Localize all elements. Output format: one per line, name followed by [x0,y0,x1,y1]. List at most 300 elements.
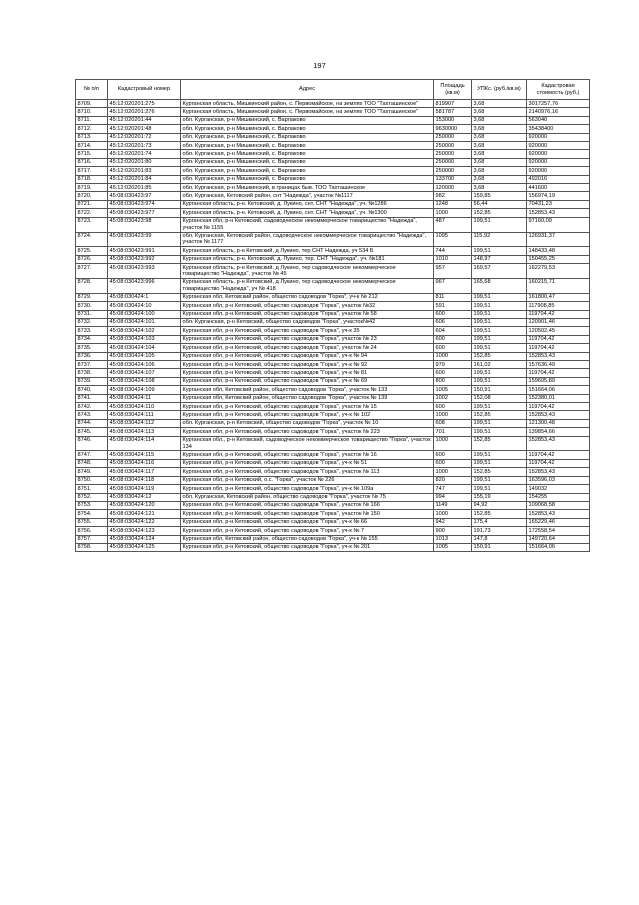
cadastral-cost-cell: 121300,48 [527,419,590,427]
area-cell: 9630000 [434,125,472,133]
address-cell: Курганская обл, р-н Кетовский, общество садоводов "Горка", уч-к № 102 [181,411,434,419]
row-number-cell: 8710. [76,108,108,116]
area-cell: 1000 [434,411,472,419]
upks-cell: 152,08 [472,394,527,402]
cadastral-cost-cell: 149032 [527,485,590,493]
upks-cell: 175,4 [472,518,527,526]
cadastral-cost-cell: 119704,42 [527,369,590,377]
address-cell: обл. Курганская, р-н Мишкинский, с. Варлаково [181,125,434,133]
upks-cell: 199,51 [472,403,527,411]
row-number-cell: 8739. [76,377,108,385]
cadastral-number-cell: 45:08:030424:11 [108,394,181,402]
table-row [76,352,590,360]
table-row [76,369,590,377]
upks-cell: 199,51 [472,310,527,318]
address-cell: Курганская обл, р-н Кетовский, общество садоводов "Горка", уч-к № 201 [181,543,434,551]
row-number-cell: 8732. [76,318,108,326]
row-number-cell: 8753. [76,501,108,509]
upks-cell: 199,51 [472,302,527,310]
area-cell: 1149 [434,501,472,509]
cadastral-number-cell: 45:12:020201:85 [108,184,181,192]
cadastral-number-cell: 45:08:030424:1 [108,293,181,301]
cadastral-number-cell: 45:08:030424:110 [108,403,181,411]
table-row [76,543,590,551]
row-number-cell: 8709. [76,100,108,108]
row-number-cell: 8756. [76,527,108,535]
cadastral-number-cell: 45:08:030424:124 [108,535,181,543]
area-cell: 606 [434,318,472,326]
cadastral-number-cell: 45:08:030423:993 [108,264,181,279]
area-cell: 120000 [434,184,472,192]
upks-cell: 199,51 [472,428,527,436]
cadastral-cost-cell: 120901,46 [527,318,590,326]
upks-cell: 3,68 [472,108,527,116]
cadastral-number-cell: 45:12:020201:276 [108,108,181,116]
area-cell: 1000 [434,510,472,518]
upks-cell: 199,51 [472,293,527,301]
cadastral-number-cell: 45:08:030423:996 [108,278,181,293]
table-row [76,184,590,192]
table-row [76,386,590,394]
cadastral-cost-cell: 97160,09 [527,217,590,232]
upks-cell: 3,68 [472,175,527,183]
upks-cell: 3,68 [472,133,527,141]
cadastral-cost-cell: 119704,42 [527,403,590,411]
cadastral-number-cell: 45:12:020201:275 [108,100,181,108]
area-cell: 133700 [434,175,472,183]
table-row [76,116,590,124]
upks-cell: 199,51 [472,419,527,427]
address-cell: Курганская обл, р-н Кетовский, общество садоводов "Горка", участок № 24 [181,344,434,352]
address-cell: обл. Курганская, р-н Мишкинский, с. Варлаково [181,142,434,150]
table-row [76,510,590,518]
cadastral-number-cell: 45:08:030424:122 [108,518,181,526]
table-row [76,377,590,385]
cadastral-cost-cell: 119704,42 [527,335,590,343]
area-cell: 608 [434,419,472,427]
area-cell: 967 [434,278,472,293]
area-cell: 250000 [434,158,472,166]
table-row [76,167,590,175]
upks-cell: 152,85 [472,209,527,217]
address-cell: Курганская обл, р-н Кетовский, общество садоводов "Горка", уч-к № 7 [181,527,434,535]
address-cell: Курганская область, р-н. Кетовский, д. Лукино, снт. СНТ "Надежда", уч. №1286 [181,200,434,208]
area-cell: 250000 [434,167,472,175]
cadastral-cost-cell: 3017257,76 [527,100,590,108]
area-cell: 1010 [434,255,472,263]
row-number-cell: 8726. [76,255,108,263]
row-number-cell: 8718. [76,175,108,183]
upks-cell: 199,51 [472,318,527,326]
table-row [76,428,590,436]
table-row [76,361,590,369]
page-number: 197 [313,61,326,70]
upks-cell: 3,68 [472,184,527,192]
upks-cell: 199,51 [472,217,527,232]
cadastral-number-cell: 45:08:030424:105 [108,352,181,360]
upks-cell: 148,97 [472,255,527,263]
cadastral-cost-cell: 119704,42 [527,344,590,352]
header-cadastral-cost: Кадастровая стоимость (руб.) [527,80,590,100]
upks-cell: 199,51 [472,335,527,343]
cadastral-number-cell: 45:08:030424:113 [108,428,181,436]
row-number-cell: 8749. [76,468,108,476]
area-cell: 250000 [434,150,472,158]
cadastral-cost-cell: 2140976,16 [527,108,590,116]
cadastral-number-cell: 45:08:030424:106 [108,361,181,369]
address-cell: Курганская обл, р-н Кетовский, общество садоводов "Горка", уч-к № 66 [181,518,434,526]
table-row [76,293,590,301]
table-row [76,125,590,133]
table-row [76,318,590,326]
cadastral-number-cell: 45:12:020201:74 [108,150,181,158]
address-cell: обл. Курганская, Кетовский район, садоводческое некоммерческое товарищество "Надежда", участок № 1177 [181,232,434,247]
cadastral-cost-cell: 70431,23 [527,200,590,208]
cadastral-number-cell: 45:12:020201:83 [108,167,181,175]
row-number-cell: 8716. [76,158,108,166]
area-cell: 591 [434,302,472,310]
row-number-cell: 8741. [76,394,108,402]
row-number-cell: 8755. [76,518,108,526]
table-row [76,100,590,108]
address-cell: Курганская область, р-н. Кетовский, д. Лукино, снт. СНТ "Надежда", уч. №1300 [181,209,434,217]
table-row [76,327,590,335]
row-number-cell: 8727. [76,264,108,279]
table-row [76,302,590,310]
cadastral-cost-cell: 152853,43 [527,411,590,419]
cadastral-number-cell: 45:08:030424:104 [108,344,181,352]
address-cell: Курганская обл, Кетовский район, общество садоводов "Горка", участок № 133 [181,386,434,394]
area-cell: 600 [434,459,472,467]
cadastral-cost-cell: 149720,64 [527,535,590,543]
table-row [76,468,590,476]
upks-cell: 152,85 [472,468,527,476]
table-row [76,436,590,451]
address-cell: Курганская обл, р-н Кетовский, общество садоводов "Горка", уч-к № 81 [181,369,434,377]
cadastral-cost-cell: 161800,47 [527,293,590,301]
table-row [76,200,590,208]
cadastral-number-cell: 45:08:030424:119 [108,485,181,493]
table-row [76,255,590,263]
table-row [76,335,590,343]
address-cell: Курганская обл, Кетовский район, общество садоводов "Горка", уч-к № 155 [181,535,434,543]
cadastral-number-cell: 45:12:020201:80 [108,158,181,166]
row-number-cell: 8721. [76,200,108,208]
cadastral-number-cell: 45:08:030423:992 [108,255,181,263]
address-cell: Курганская обл, р-н Кетовский, общество садоводов "Горка", участок № 113 [181,468,434,476]
cadastral-number-cell: 45:08:030424:100 [108,310,181,318]
upks-cell: 199,51 [472,369,527,377]
address-cell: Курганская обл, р-н Кетовский, общество садоводов "Горка", участок № 23 [181,335,434,343]
upks-cell: 94,92 [472,501,527,509]
address-cell: Курганская обл, р-н Кетовский, общество садоводов "Горка", участок № 15 [181,403,434,411]
upks-cell: 152,85 [472,411,527,419]
upks-cell: 150,91 [472,543,527,551]
cadastral-cost-cell: 563040 [527,116,590,124]
area-cell: 1095 [434,232,472,247]
address-cell: Курганская обл, р-н Кетовский, общество садоводов "Горка", участок №32 [181,302,434,310]
address-cell: Курганская обл, р-н Кетовский, общество садоводов "Горка", участок № 166 [181,501,434,509]
cadastral-number-cell: 45:08:030423:974 [108,200,181,208]
upks-cell: 3,68 [472,167,527,175]
address-cell: Курганская обл, р-н Кетовский, садоводческое некоммерческое товарищество "Надежда", участок № 1155 [181,217,434,232]
row-number-cell: 8734. [76,335,108,343]
table-row [76,310,590,318]
area-cell: 600 [434,335,472,343]
upks-cell: 199,51 [472,247,527,255]
area-cell: 747 [434,485,472,493]
header-cadastral-number: Кадастровый номер [108,80,181,100]
cadastral-cost-cell: 920000 [527,167,590,175]
cadastral-number-cell: 45:12:020201:48 [108,125,181,133]
table-row [76,403,590,411]
table-row [76,459,590,467]
row-number-cell: 8729. [76,293,108,301]
cadastral-number-cell: 45:08:030424:117 [108,468,181,476]
area-cell: 600 [434,369,472,377]
upks-cell: 199,51 [472,485,527,493]
cadastral-cost-cell: 163596,03 [527,476,590,484]
upks-cell: 3,68 [472,125,527,133]
row-number-cell: 8728. [76,278,108,293]
area-cell: 819907 [434,100,472,108]
cadastral-cost-cell: 152853,43 [527,436,590,451]
cadastral-cost-cell: 119704,42 [527,451,590,459]
table-row [76,209,590,217]
cadastral-cost-cell: 172558,54 [527,527,590,535]
row-number-cell: 8714. [76,142,108,150]
row-number-cell: 8722. [76,209,108,217]
address-cell: Курганская обл, р-н Кетовский, общество садоводов "Горка", уч-к № 92 [181,361,434,369]
row-number-cell: 8724. [76,232,108,247]
table-row [76,247,590,255]
address-cell: обл. Курганская, Кетовский район, общество садоводов "Горка", участок № 75 [181,493,434,501]
cadastral-number-cell: 45:08:030424:114 [108,436,181,451]
row-number-cell: 8737. [76,361,108,369]
cadastral-number-cell: 45:08:030424:121 [108,510,181,518]
area-cell: 250000 [434,142,472,150]
area-cell: 1000 [434,436,472,451]
address-cell: Курганская область, р-н Кетовский, д Лукино, тер СНТ Надежда, уч 534 Б [181,247,434,255]
table-row [76,142,590,150]
address-cell: Курганская обл, р-н Кетовский, общество садоводов "Горка", участок № 58 [181,310,434,318]
cadastral-cost-cell: 160215,71 [527,278,590,293]
address-cell: Курганская обл, р-н Кетовский, общество садоводов "Горка", уч-к № 94 [181,352,434,360]
cadastral-cost-cell: 126931,37 [527,232,590,247]
address-cell: Курганская обл, р-н Кетовский, общество садоводов "Горка", уч-к 35 [181,327,434,335]
table-row [76,451,590,459]
cadastral-cost-cell: 159605,89 [527,377,590,385]
area-cell: 979 [434,361,472,369]
area-cell: 1000 [434,209,472,217]
area-cell: 744 [434,247,472,255]
cadastral-number-cell: 45:08:030424:101 [108,318,181,326]
table-row [76,501,590,509]
area-cell: 600 [434,451,472,459]
cadastral-cost-cell: 156974,19 [527,192,590,200]
cadastral-number-cell: 45:08:030424:103 [108,335,181,343]
address-cell: обл. Курганская, р-н Мишкинский, с. Варлаково [181,175,434,183]
cadastral-cost-cell: 920000 [527,142,590,150]
area-cell: 1002 [434,394,472,402]
cadastral-number-cell: 45:08:030424:108 [108,377,181,385]
address-cell: Курганская обл, Кетовский район, общество садоводов "Горка", уч-к № 212 [181,293,434,301]
address-cell: обл. Курганская, р-н Мишкинский, с. Варлаково [181,158,434,166]
upks-cell: 3,68 [472,142,527,150]
area-cell: 994 [434,493,472,501]
cadastral-cost-cell: 148433,48 [527,247,590,255]
row-number-cell: 8733. [76,327,108,335]
address-cell: обл. Курганская, р-н Мишкинский, в границах быв. ТОО Тахташинское [181,184,434,192]
address-cell: Курганская обл, Кетовский район, общество садоводов "Горка", участок № 139 [181,394,434,402]
area-cell: 153000 [434,116,472,124]
upks-cell: 161,02 [472,361,527,369]
address-cell: Курганская обл, р-н Кетовский, общество садоводов "Горка", уч-к № 69 [181,377,434,385]
cadastral-number-cell: 45:08:030424:102 [108,327,181,335]
cadastral-cost-cell: 150455,25 [527,255,590,263]
cadastral-number-cell: 45:12:020201:72 [108,133,181,141]
cadastral-cost-cell: 152853,43 [527,468,590,476]
cadastral-number-cell: 45:12:020201:73 [108,142,181,150]
cadastral-number-cell: 45:08:030423:99 [108,232,181,247]
upks-cell: 169,57 [472,264,527,279]
row-number-cell: 8713. [76,133,108,141]
table-row [76,158,590,166]
cadastral-number-cell: 45:08:030424:109 [108,386,181,394]
address-cell: обл. Курганская, р-н Кетовский, общество садоводов "Горка", участок № 10 [181,419,434,427]
cadastral-value-table [75,79,590,552]
address-cell: обл. Курганская, р-н Кетовский, общество садоводов "Горка", участок№42 [181,318,434,326]
cadastral-cost-cell: 920000 [527,158,590,166]
table-row [76,217,590,232]
address-cell: Курганская обл, р-н Кетовский, общество садоводов "Горка", участок № 150 [181,510,434,518]
upks-cell: 3,68 [472,158,527,166]
table-row [76,264,590,279]
area-cell: 800 [434,377,472,385]
row-number-cell: 8723. [76,217,108,232]
cadastral-number-cell: 45:12:020201:44 [108,116,181,124]
upks-cell: 152,85 [472,510,527,518]
upks-cell: 3,68 [472,116,527,124]
row-number-cell: 8712. [76,125,108,133]
cadastral-cost-cell: 152853,43 [527,352,590,360]
row-number-cell: 8750. [76,476,108,484]
cadastral-cost-cell: 920000 [527,133,590,141]
address-cell: Курганская обл., р-н Кетовский, садоводческое некоммерческое товарищество "Горка", участок 134 [181,436,434,451]
area-cell: 957 [434,264,472,279]
upks-cell: 199,51 [472,451,527,459]
cadastral-number-cell: 45:08:030423:977 [108,209,181,217]
address-cell: Курганская обл, р-н Кетовский, общество садоводов "Горка", участок № 16 [181,451,434,459]
area-cell: 600 [434,310,472,318]
address-cell: Курганская область, Мишкинский район, с. Первомайское, на землях ТОО "Тахташинское" [181,108,434,116]
table-row [76,344,590,352]
upks-cell: 199,51 [472,476,527,484]
area-cell: 600 [434,403,472,411]
address-cell: обл. Курганская, р-н Мишкинский, с. Варлаково [181,150,434,158]
area-cell: 1013 [434,535,472,543]
row-number-cell: 8743. [76,411,108,419]
row-number-cell: 8711. [76,116,108,124]
upks-cell: 165,68 [472,278,527,293]
cadastral-number-cell: 45:08:030423:991 [108,247,181,255]
address-cell: Курганская обл, р-н Кетовский, общество садоводов "Горка", уч-к № 51 [181,459,434,467]
area-cell: 982 [434,192,472,200]
cadastral-number-cell: 45:08:030424:123 [108,527,181,535]
cadastral-number-cell: 45:08:030424:112 [108,419,181,427]
area-cell: 581787 [434,108,472,116]
cadastral-number-cell: 45:08:030424:111 [108,411,181,419]
cadastral-number-cell: 45:08:030424:125 [108,543,181,551]
row-number-cell: 8748. [76,459,108,467]
cadastral-number-cell: 45:12:020201:84 [108,175,181,183]
table-row [76,476,590,484]
table-row [76,278,590,293]
area-cell: 942 [434,518,472,526]
table-row [76,518,590,526]
area-cell: 1005 [434,386,472,394]
address-cell: обл. Курганская, р-н Мишкинский, с. Варлаково [181,116,434,124]
cadastral-cost-cell: 35438400 [527,125,590,133]
area-cell: 811 [434,293,472,301]
area-cell: 1005 [434,543,472,551]
area-cell: 820 [434,476,472,484]
row-number-cell: 8717. [76,167,108,175]
header-address: Адрес [181,80,434,100]
row-number-cell: 8731. [76,310,108,318]
upks-cell: 191,73 [472,527,527,535]
address-cell: Курганская обл, р-н Кетовский, общество садоводов "Горка", участок № 223 [181,428,434,436]
row-number-cell: 8742. [76,403,108,411]
upks-cell: 3,68 [472,100,527,108]
cadastral-number-cell: 45:08:030424:115 [108,451,181,459]
area-cell: 487 [434,217,472,232]
table-row [76,394,590,402]
address-cell: обл. Курганская, р-н Мишкинский, с. Варлаково [181,167,434,175]
upks-cell: 155,19 [472,493,527,501]
cadastral-cost-cell: 157636,49 [527,361,590,369]
cadastral-number-cell: 45:08:030424:12 [108,493,181,501]
upks-cell: 150,91 [472,386,527,394]
address-cell: Курганская область, р-н Кетовский, д Лукино, тер садоводческое некоммерческое товарищество "Надежда", участок № 45 [181,264,434,279]
cadastral-cost-cell: 920000 [527,150,590,158]
row-number-cell: 8730. [76,302,108,310]
address-cell: обл. Курганская, р-н Мишкинский, с. Варлаково [181,133,434,141]
area-cell: 1248 [434,200,472,208]
cadastral-number-cell: 45:08:030423:97 [108,192,181,200]
address-cell: обл. Курганская, Кетовский район, снт "Надежда", участок №1117 [181,192,434,200]
row-number-cell: 8744. [76,419,108,427]
table-row [76,133,590,141]
cadastral-cost-cell: 154255 [527,493,590,501]
row-number-cell: 8752. [76,493,108,501]
area-cell: 701 [434,428,472,436]
row-number-cell: 8746. [76,436,108,451]
row-number-cell: 8751. [76,485,108,493]
table-row [76,175,590,183]
table-row [76,108,590,116]
row-number-cell: 8719. [76,184,108,192]
upks-cell: 199,51 [472,327,527,335]
table-row [76,150,590,158]
upks-cell: 3,68 [472,150,527,158]
header-area: Площадь (кв.м) [434,80,472,100]
cadastral-number-cell: 45:08:030424:116 [108,459,181,467]
cadastral-number-cell: 45:08:030424:120 [108,501,181,509]
cadastral-cost-cell: 109068,58 [527,501,590,509]
table-row [76,419,590,427]
upks-cell: 152,85 [472,352,527,360]
